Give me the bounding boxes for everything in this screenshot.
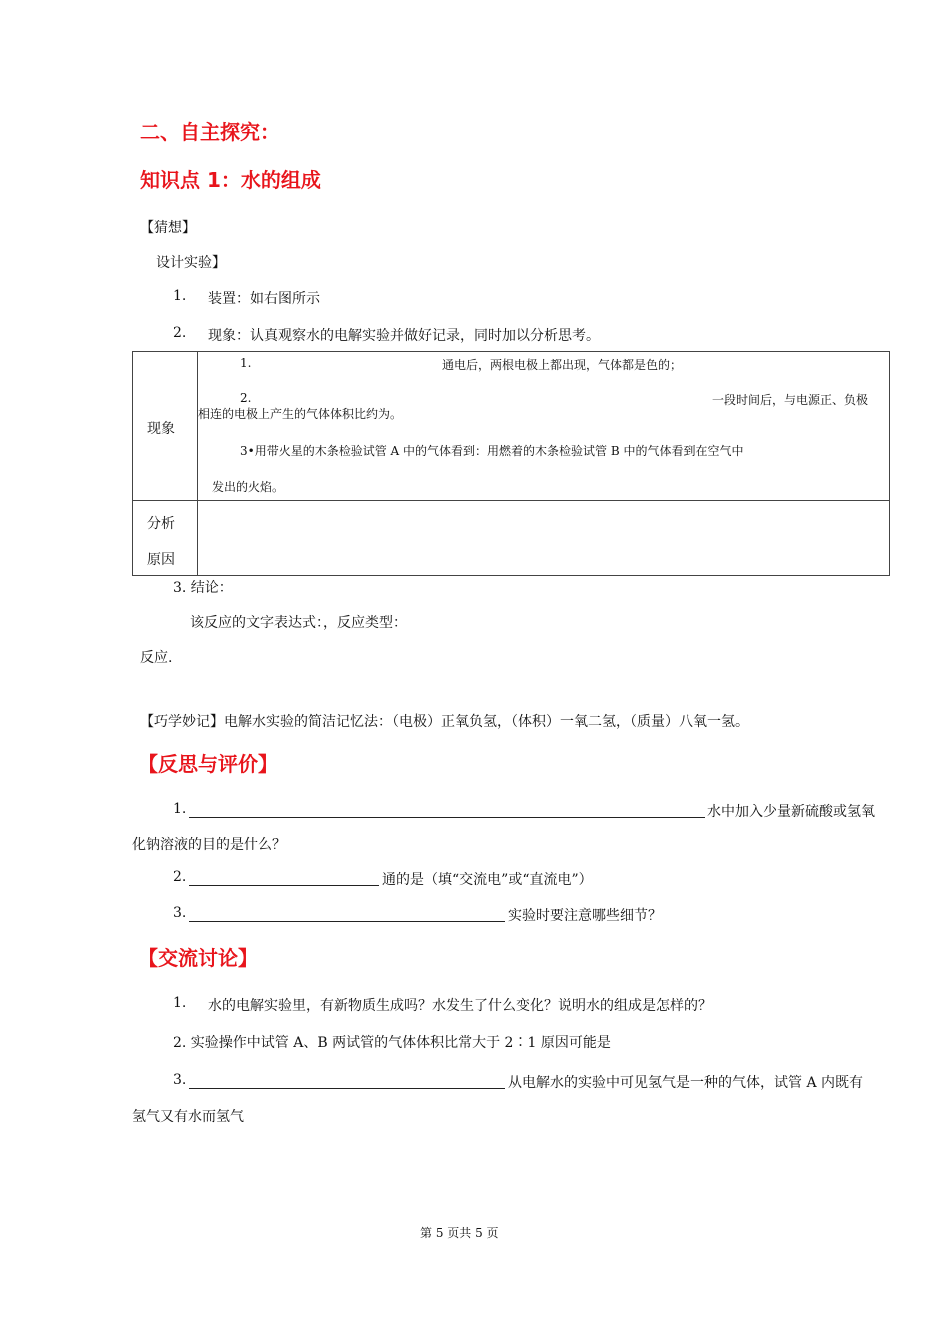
step-number: 2. — [173, 325, 187, 341]
discussion-title: 【交流讨论】 — [138, 946, 258, 970]
analysis-cell[interactable] — [198, 501, 890, 576]
table-row-header — [133, 501, 198, 576]
conclusion-label: 3. 结论： — [173, 580, 233, 596]
knowledge-point-title: 知识点 1：水的组成 — [140, 168, 321, 192]
section-title: 二、自主探究： — [140, 120, 280, 144]
analysis-label: 分析 — [147, 516, 175, 532]
question-text: 2. 实验操作中试管 A、B 两试管的气体体积比常大于 2∶1 原因可能是 — [173, 1035, 611, 1051]
question-text: 氢气又有水而氢气 — [132, 1109, 244, 1125]
conclusion-line: 反应. — [140, 650, 173, 666]
question-text: 水中加入少量新硫酸或氢氧 — [707, 804, 875, 820]
question-text: 水的电解实验里，有新物质生成吗？水发生了什么变化？说明水的组成是怎样的？ — [208, 998, 712, 1014]
question-text: 通的是（填“交流电”或“直流电”） — [382, 872, 593, 888]
design-label: 设计实验】 — [156, 255, 226, 271]
step-text: 装置：如右图所示 — [208, 291, 320, 307]
question-number: 1. — [173, 995, 187, 1011]
phenomenon-line: 3•用带火星的木条检验试管 A 中的气体看到：用燃着的木条检验试管 B 中的气体看到在空气中 — [240, 444, 744, 458]
experiment-table — [132, 351, 890, 576]
answer-blank[interactable] — [189, 871, 379, 886]
guess-label: 【猜想】 — [140, 220, 196, 236]
question-text: 实验时要注意哪些细节？ — [508, 908, 662, 924]
phenomenon-line: 相连的电极上产生的气体体积比约为。 — [198, 407, 403, 421]
answer-blank[interactable] — [189, 1074, 505, 1089]
item-number: 1. — [240, 356, 252, 370]
phenomenon-cell — [198, 352, 890, 501]
table-row-header — [133, 352, 198, 501]
question-number: 3. — [173, 905, 187, 921]
phenomenon-line: 一段时间后，与电源正、负极 — [712, 393, 869, 407]
reason-label: 原因 — [147, 552, 175, 568]
phenomenon-line: 通电后，两根电极上都出现，气体都是色的； — [442, 358, 683, 372]
question-text: 从电解水的实验中可见氢气是一种的气体，试管 A 内既有 — [508, 1075, 864, 1091]
phenomenon-line: 发出的火焰。 — [212, 480, 285, 494]
answer-blank[interactable] — [189, 907, 505, 922]
item-number: 2. — [240, 391, 252, 405]
question-number: 3. — [173, 1072, 187, 1088]
page-footer: 第 5 页共 5 页 — [420, 1226, 499, 1240]
step-number: 1. — [173, 288, 187, 304]
conclusion-line: 该反应的文字表达式：，反应类型： — [190, 615, 407, 631]
memo-tip: 【巧学妙记】电解水实验的简洁记忆法：（电极）正氧负氢，（体积）一氧二氢，（质量）八氧一氢。 — [140, 714, 749, 730]
step-text: 现象：认真观察水的电解实验并做好记录，同时加以分析思考。 — [208, 328, 600, 344]
reflection-title: 【反思与评价】 — [138, 752, 278, 776]
answer-blank[interactable] — [189, 803, 705, 818]
phenomenon-label: 现象 — [147, 421, 175, 437]
question-number: 1. — [173, 801, 187, 817]
question-number: 2. — [173, 869, 187, 885]
question-text: 化钠溶液的目的是什么？ — [132, 837, 286, 853]
